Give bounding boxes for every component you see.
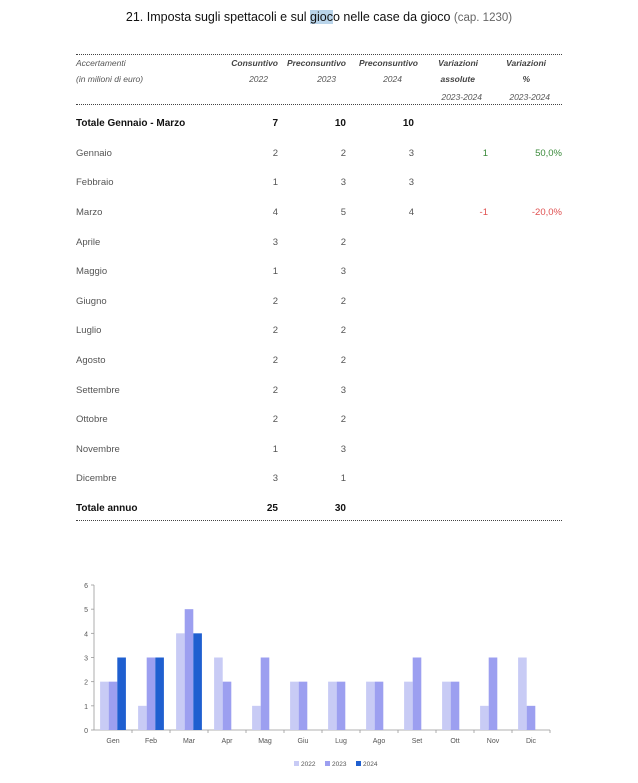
cell-c2: 3 <box>340 266 346 278</box>
x-tick-label: Dic <box>525 738 537 745</box>
header-col4-line3: 2023-2024 <box>441 92 482 102</box>
bar-2022-Mar <box>176 633 185 730</box>
table-row <box>76 346 562 376</box>
title-text-after: o nelle case da gioco <box>332 10 451 24</box>
cell-c2: 10 <box>334 118 346 130</box>
cell-c1: 2 <box>272 414 278 426</box>
cell-c5: -20,0% <box>531 207 562 219</box>
cell-c2: 2 <box>340 414 346 426</box>
cell-label: Luglio <box>76 325 102 337</box>
cell-c5 <box>488 464 562 494</box>
cell-c1: 25 <box>266 503 278 515</box>
bar-2022-Feb <box>138 706 147 730</box>
bar-2022-Nov <box>480 706 489 730</box>
bar-2022-Ott <box>442 682 451 730</box>
cell-c3 <box>346 464 414 494</box>
bar-2024-Gen <box>117 658 126 731</box>
cell-c3 <box>346 405 414 435</box>
bar-2022-Set <box>404 682 413 730</box>
cell-c1: 7 <box>272 118 278 130</box>
cell-c4 <box>414 227 488 257</box>
bar-2023-Apr <box>223 682 232 730</box>
bar-2023-Nov <box>489 658 498 731</box>
x-tick-label: Nov <box>486 738 500 745</box>
cell-c3: 3 <box>408 147 414 159</box>
bar-2023-Mar <box>185 609 194 730</box>
cell-label: Settembre <box>76 384 120 396</box>
cell-label: Ottobre <box>76 414 108 426</box>
cell-c5 <box>488 405 562 435</box>
y-tick-label: 3 <box>84 655 88 663</box>
header-col2-line1: Preconsuntivo <box>286 58 346 68</box>
x-tick-label: Mar <box>182 738 196 745</box>
table-row <box>76 375 562 405</box>
cell-c2: 3 <box>340 384 346 396</box>
cell-c5 <box>488 494 562 524</box>
x-tick-label: Mag <box>258 738 272 745</box>
legend-swatch-2023 <box>325 761 330 766</box>
cell-c4 <box>414 346 488 376</box>
legend-label-2024: 2024 <box>363 761 378 768</box>
cell-c1: 4 <box>272 207 278 219</box>
cell-c5 <box>488 168 562 198</box>
cell-c3 <box>346 346 414 376</box>
title-highlight: gioc <box>310 10 333 24</box>
bar-2023-Gen <box>109 682 118 730</box>
cell-label: Gennaio <box>76 147 112 159</box>
cell-c5 <box>488 287 562 317</box>
cell-label: Totale annuo <box>76 503 138 515</box>
cell-c3: 4 <box>408 207 414 219</box>
cell-c1: 2 <box>272 147 278 159</box>
table-row <box>76 168 562 198</box>
x-tick-label: Giu <box>297 738 309 745</box>
bar-2022-Mag <box>252 706 261 730</box>
bar-2024-Mar <box>193 633 202 730</box>
x-tick-label: Set <box>411 738 423 745</box>
legend-label-2023: 2023 <box>332 761 347 768</box>
x-tick-label: Apr <box>221 738 233 745</box>
cell-c3 <box>346 287 414 317</box>
cell-c1: 2 <box>272 384 278 396</box>
header-col2-line2: 2023 <box>317 74 336 84</box>
y-tick-label: 5 <box>84 607 88 615</box>
header-col3-line1: Preconsuntivo <box>358 58 418 68</box>
table-bottom-rule <box>76 520 562 521</box>
bar-2023-Set <box>413 658 422 731</box>
cell-c4 <box>414 168 488 198</box>
cell-c1: 2 <box>272 325 278 337</box>
table-row <box>76 316 562 346</box>
table-row <box>76 198 562 228</box>
bar-2022-Giu <box>290 682 299 730</box>
cell-c1: 3 <box>272 473 278 485</box>
title-number: 21. <box>125 10 144 24</box>
cell-c1: 1 <box>272 443 278 455</box>
y-tick-label: 0 <box>84 728 88 735</box>
cell-c5 <box>488 375 562 405</box>
table-row <box>76 109 562 139</box>
header-label-line2: (in milioni di euro) <box>76 74 144 84</box>
cell-c2: 1 <box>340 473 346 485</box>
header-col5-line2: % <box>522 74 530 84</box>
header-col5-line1: Variazioni <box>506 58 546 68</box>
bar-2022-Gen <box>100 682 109 730</box>
cell-label: Totale Gennaio - Marzo <box>76 118 186 130</box>
bar-2022-Ago <box>366 682 375 730</box>
data-table <box>76 109 562 523</box>
table-header-rule <box>76 104 562 105</box>
cell-c5 <box>488 346 562 376</box>
cell-label: Giugno <box>76 295 107 307</box>
bar-2023-Mag <box>261 658 270 731</box>
bar-2023-Feb <box>147 658 156 731</box>
header-col4-line2: assolute <box>440 74 475 84</box>
cell-c3 <box>346 435 414 465</box>
bar-2023-Ott <box>451 682 460 730</box>
cell-c5 <box>488 316 562 346</box>
cell-label: Aprile <box>76 236 101 248</box>
cell-c3: 10 <box>402 118 414 130</box>
bar-2022-Dic <box>518 658 527 731</box>
bar-2023-Dic <box>527 706 536 730</box>
cell-c1: 1 <box>272 266 278 278</box>
cell-c5: 50,0% <box>535 147 562 159</box>
cell-c4 <box>414 316 488 346</box>
cell-c4 <box>414 287 488 317</box>
cell-label: Novembre <box>76 443 120 455</box>
cell-c4: 1 <box>482 147 488 159</box>
cell-c4 <box>414 375 488 405</box>
cell-c3 <box>346 227 414 257</box>
table-row <box>76 435 562 465</box>
x-tick-label: Ott <box>450 738 460 745</box>
cell-c5 <box>488 435 562 465</box>
cell-c4 <box>414 494 488 524</box>
legend-swatch-2024 <box>356 761 361 766</box>
page-title <box>0 10 638 24</box>
y-tick-label: 6 <box>84 583 88 590</box>
cell-label: Maggio <box>76 266 108 278</box>
y-tick-label: 4 <box>84 631 88 639</box>
cell-c4 <box>414 435 488 465</box>
table-row <box>76 257 562 287</box>
bar-2023-Ago <box>375 682 384 730</box>
cell-c4 <box>414 109 488 139</box>
cell-c2: 2 <box>340 355 346 367</box>
cell-c4 <box>414 405 488 435</box>
cell-c3: 3 <box>408 177 414 189</box>
cell-c4 <box>414 257 488 287</box>
x-tick-label: Lug <box>335 738 347 745</box>
cell-c5 <box>488 257 562 287</box>
x-tick-label: Feb <box>144 738 158 745</box>
x-tick-label: Ago <box>372 738 386 745</box>
bar-2022-Apr <box>214 658 223 731</box>
cell-c3 <box>346 316 414 346</box>
cell-c3 <box>346 257 414 287</box>
monthly-bar-chart <box>70 578 570 778</box>
cell-label: Febbraio <box>76 177 114 189</box>
bar-2023-Lug <box>337 682 346 730</box>
cell-c2: 3 <box>340 177 346 189</box>
cell-c4: -1 <box>479 207 488 219</box>
cell-c1: 3 <box>272 236 278 248</box>
table-row <box>76 227 562 257</box>
cell-c1: 2 <box>272 355 278 367</box>
y-tick-label: 1 <box>84 703 88 711</box>
header-col3-line2: 2024 <box>383 74 402 84</box>
cell-c2: 2 <box>340 236 346 248</box>
table-row <box>76 287 562 317</box>
legend-label-2022: 2022 <box>301 761 316 768</box>
y-tick-label: 2 <box>84 679 88 687</box>
cell-c1: 2 <box>272 295 278 307</box>
table-row <box>76 405 562 435</box>
cell-c3 <box>346 494 414 524</box>
title-text-before: Imposta sugli spettacoli e sul <box>146 10 311 24</box>
cell-c2: 5 <box>340 207 346 219</box>
cell-label: Agosto <box>76 355 106 367</box>
cell-c1: 1 <box>272 177 278 189</box>
cell-c2: 2 <box>340 147 346 159</box>
bar-2022-Lug <box>328 682 337 730</box>
header-label-line1: Accertamenti <box>76 58 126 68</box>
cell-label: Dicembre <box>76 473 117 485</box>
bar-2023-Giu <box>299 682 308 730</box>
cell-c2: 2 <box>340 295 346 307</box>
legend-swatch-2022 <box>294 761 299 766</box>
table-row <box>76 139 562 169</box>
cell-c5 <box>488 227 562 257</box>
title-cap: (cap. 1230) <box>453 12 513 24</box>
table-row <box>76 464 562 494</box>
bar-2024-Feb <box>155 658 164 731</box>
header-col1-line1: Consuntivo <box>231 58 278 68</box>
cell-label: Marzo <box>76 207 103 219</box>
cell-c2: 30 <box>334 503 346 515</box>
cell-c3 <box>346 375 414 405</box>
cell-c5 <box>488 109 562 139</box>
header-col1-line2: 2022 <box>249 74 268 84</box>
table-top-rule <box>76 54 562 55</box>
cell-c2: 2 <box>340 325 346 337</box>
cell-c2: 3 <box>340 443 346 455</box>
header-col5-line3: 2023-2024 <box>509 92 550 102</box>
cell-c4 <box>414 464 488 494</box>
table-row <box>76 494 562 524</box>
header-col4-line1: Variazioni <box>438 58 478 68</box>
x-tick-label: Gen <box>106 738 120 745</box>
